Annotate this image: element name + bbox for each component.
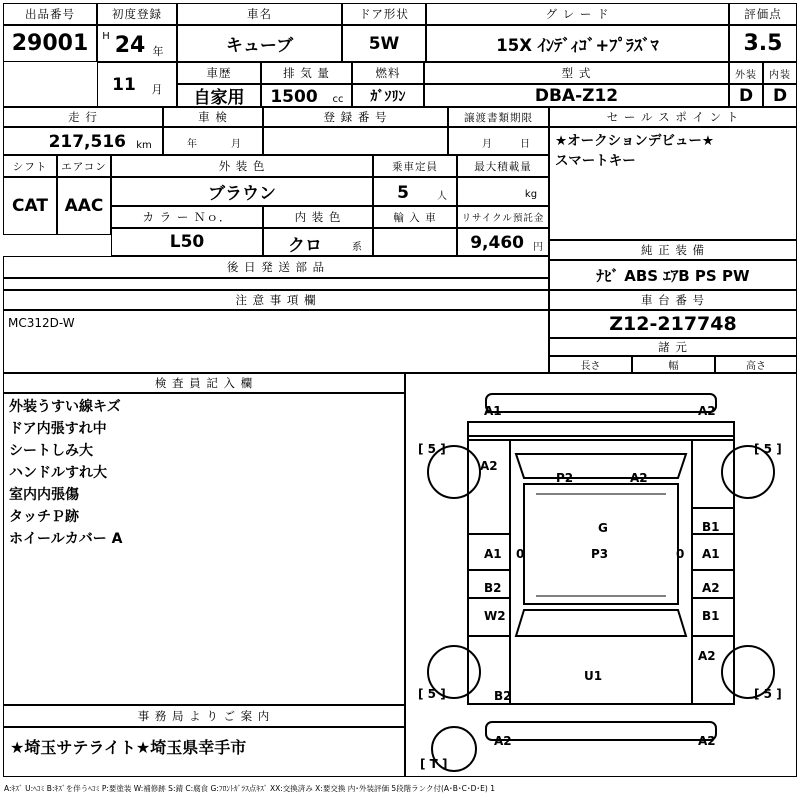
door-label: ドア形状 [342,3,426,25]
diagram-mark: 0 [676,547,685,561]
shaken-month-unit: 月 [231,138,241,150]
reg-no-label: 登 録 番 号 [263,107,448,127]
displacement-value: 1500 [270,86,318,107]
history-label: 車歴 [177,62,261,84]
model-code-label: 型 式 [424,62,729,84]
diagram-mark: P2 [556,471,574,485]
car-diagram-svg [406,374,796,776]
diagram-mark: [ 5 ] [754,442,782,456]
first-reg-month-cell [97,62,177,107]
diagram-mark: A2 [702,581,720,595]
equip-label: 純 正 装 備 [549,240,797,260]
first-reg-year: 24 [114,32,146,58]
first-reg-era: H [102,30,110,42]
transfer-month-unit: 月 [482,138,492,150]
inspector-label: 検 査 員 記 入 欄 [3,373,405,393]
sales-point-line-1: ★オークションデビュー★ [555,133,714,149]
mileage-value: 217,516 [48,132,126,152]
int-color-suffix: 系 [352,241,362,253]
seats-label: 乗車定員 [373,155,457,177]
ext-color-value: ブラウン [111,177,373,206]
displacement-value-cell [261,84,352,107]
fuel-value: ｶﾞｿﾘﾝ [352,84,424,107]
diagram-mark: B1 [702,520,720,534]
dimension-height-label: 高さ [715,356,797,373]
recycle-value-cell [457,228,549,256]
caution-value: MC312D-W [8,316,75,330]
ext-grade-value: D [729,84,763,107]
color-no-value: L50 [111,228,263,256]
import-value [373,228,457,256]
inspector-line-3: シートしみ大 [9,443,93,459]
first-reg-year-unit: 年 [152,45,164,58]
ext-color-label: 外 装 色 [111,155,373,177]
shaken-value-cell [163,127,263,155]
shaken-label: 車 検 [163,107,263,127]
diagram-mark: G [598,521,608,535]
recycle-value: 9,460 [470,233,524,253]
int-color-value: クロ [288,235,322,256]
inspector-line-7: ホイールカバー A [9,531,123,547]
car-name-value: キューブ [177,25,342,62]
inspector-line-1: 外装うすい線キズ [9,399,121,415]
int-color-label: 内 装 色 [263,206,373,228]
transfer-value-cell [448,127,549,155]
first-reg-value [97,25,177,62]
diagram-mark: W2 [484,609,506,623]
inspector-line-2: ドア内張すれ中 [9,421,107,437]
dimension-length-label: 長さ [549,356,632,373]
car-diagram-box [405,373,797,777]
fuel-label: 燃料 [352,62,424,84]
chassis-value: Z12-217748 [549,310,797,338]
diagram-mark: A2 [698,649,716,663]
score-value: 3.5 [729,25,797,62]
shaken-year-unit: 年 [187,138,197,150]
dimension-width-label: 幅 [632,356,715,373]
diagram-mark: P3 [591,547,609,561]
sales-point-label: セ ー ル ス ポ イ ン ト [549,107,797,127]
int-grade-value: D [763,84,797,107]
aircon-value: AAC [57,177,111,235]
max-load-value-cell [457,177,549,206]
diagram-mark: A1 [484,547,502,561]
diagram-mark: A2 [630,471,648,485]
first-reg-label: 初度登録 [97,3,177,25]
sales-point-line-2: スマートキー [555,153,636,169]
car-name-label: 車名 [177,3,342,25]
diagram-mark: [ T ] [420,757,448,771]
diagram-mark: [ 5 ] [754,687,782,701]
diagram-mark: U1 [584,669,603,683]
history-value: 自家用 [177,84,261,107]
door-value: 5W [342,25,426,62]
inspector-box [3,393,405,705]
max-load-label: 最大積載量 [457,155,549,177]
ext-grade-label: 外装 [729,62,763,84]
import-label: 輸 入 車 [373,206,457,228]
lot-no-value: 29001 [3,25,97,62]
diagram-mark: [ 5 ] [418,687,446,701]
diagram-mark: A2 [698,734,716,748]
first-reg-month-unit: 月 [151,83,163,96]
diagram-mark: B2 [484,581,502,595]
caution-box [3,310,549,373]
office-label: 事 務 局 よ り ご 案 内 [3,705,405,727]
mileage-value-cell [3,127,163,155]
aircon-label: エアコン [57,155,111,177]
displacement-label: 排 気 量 [261,62,352,84]
seats-unit: 人 [437,190,447,202]
lot-no-label: 出品番号 [3,3,97,25]
seats-value: 5 [397,182,409,203]
diagram-mark: 0 [516,547,525,561]
diagram-mark: B2 [494,689,512,703]
mileage-label: 走 行 [3,107,163,127]
recycle-label: リサイクル預託金 [457,206,549,228]
chassis-label: 車 台 番 号 [549,290,797,310]
first-reg-month: 11 [112,75,136,95]
legend-footer: A:ｷｽﾞ U:ﾍｺﾐ B:ｷｽﾞを伴うﾍｺﾐ P:要塗装 W:補修跡 S:錆 C:腐食 G:ﾌﾛﾝﾄｶﾞﾗｽ点ｷｽﾞ XX:交換済み X:要交換 内･外装評価 5段階ランク付(A･B･C･D･E) 1 [4,784,496,793]
diagram-mark: A2 [698,404,716,418]
diagram-mark: A1 [702,547,720,561]
score-label: 評価点 [729,3,797,25]
office-box [3,727,405,777]
int-grade-label: 内装 [763,62,797,84]
grade-value: 15X ｲﾝﾃﾞｨｺﾞ+ﾌﾟﾗｽﾞﾏ [426,25,729,62]
transfer-label: 譲渡書類期限 [448,107,549,127]
transfer-day-unit: 日 [520,138,530,150]
office-value: ★埼玉サテライト★埼玉県幸手市 [10,737,247,757]
diagram-mark: B1 [702,609,720,623]
diagram-mark: A2 [480,459,498,473]
max-load-unit: kg [524,188,538,200]
later-parts-label: 後 日 発 送 部 品 [3,256,549,278]
sales-point-box [549,127,797,240]
color-no-label: カ ラ ー Ｎｏ． [111,206,263,228]
seats-value-cell [373,177,457,206]
diagram-mark: A1 [484,404,502,418]
recycle-unit: 円 [533,241,543,253]
shift-value: CAT [3,177,57,235]
displacement-unit: cc [332,93,344,105]
diagram-mark: A2 [494,734,512,748]
inspector-line-4: ハンドルすれ大 [9,465,107,481]
reg-no-value [263,127,448,155]
dimension-label: 諸 元 [549,338,797,356]
model-code-value: DBA-Z12 [424,84,729,107]
equip-value: ﾅﾋﾞ ABS ｴｱB PS PW [549,260,797,290]
int-color-value-cell [263,228,373,256]
inspector-line-6: タッチＰ跡 [9,509,79,525]
shift-label: シフト [3,155,57,177]
caution-label: 注 意 事 項 欄 [3,290,549,310]
inspector-line-5: 室内内張傷 [9,487,79,503]
diagram-mark: [ 5 ] [418,442,446,456]
mileage-unit: km [136,139,152,151]
grade-label: グ レ ー ド [426,3,729,25]
later-parts-value [3,278,549,290]
